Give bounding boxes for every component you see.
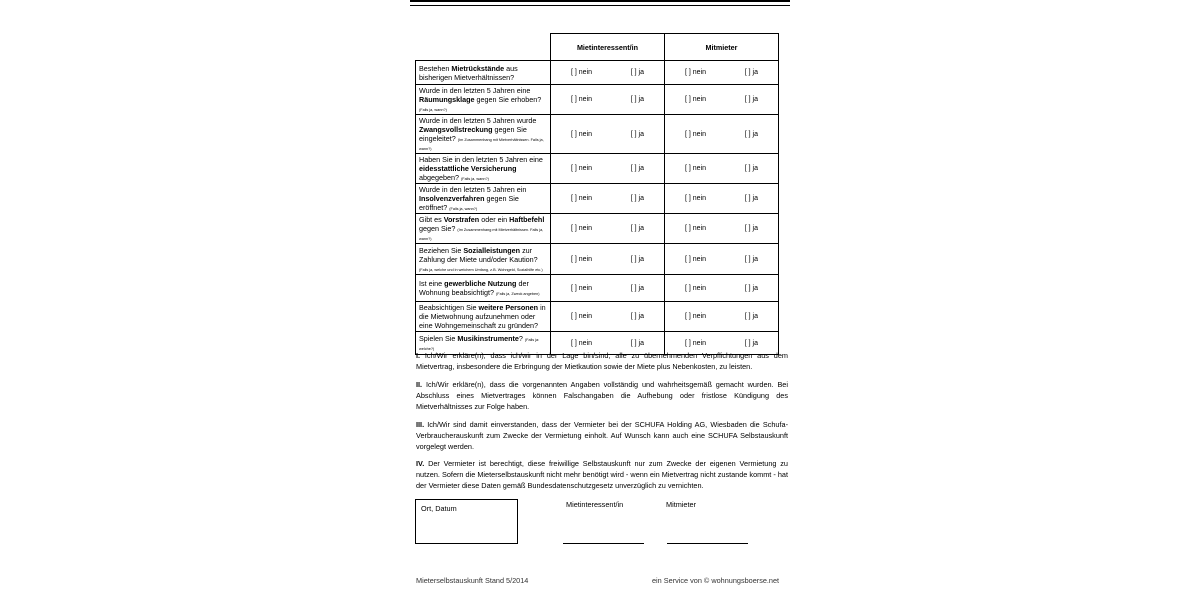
- declaration-text: Ich/Wir erkläre(n), dass die vorgenannten Angaben vollständig und wahrheitsgemäß gemacht wurden. Bei Abschluss eines Mietvertrages können Falschangaben die Aufhebung oder fristlose Kündigung des Mietverhältnisses zur Folge haben.: [416, 380, 788, 411]
- declaration-number: III.: [416, 420, 425, 429]
- checkbox-no[interactable]: [ ] nein: [571, 165, 593, 172]
- answer-cell-co-tenant: [665, 244, 779, 275]
- answer-options: [665, 284, 778, 293]
- question-text-b1: Insolvenzverfahren: [419, 194, 485, 203]
- question-text-mid: ?: [518, 334, 523, 343]
- declaration-text: Ich/Wir erkläre(n), dass ich/wir in der Lage bin/sind, alle zu übernehmenden Verpflichtungen aus dem Mietvertrag, insbesondere die Erbringung der Mietkaution sowie der Miete plus Nebenkosten, zu leisten.: [416, 351, 788, 371]
- answer-options: [551, 284, 664, 293]
- checkbox-yes[interactable]: [ ] ja: [744, 130, 758, 138]
- question-text-mid: oder ein: [479, 215, 510, 224]
- answer-options: [665, 339, 778, 348]
- answer-options: [665, 68, 778, 77]
- answer-cell-tenant: [551, 275, 665, 302]
- question-text-b1: gewerbliche Nutzung: [444, 279, 517, 288]
- question-cell: [416, 302, 551, 332]
- answer-cell-tenant: [551, 184, 665, 214]
- table-row: [416, 302, 779, 332]
- answer-cell-tenant: [551, 115, 665, 154]
- question-text-b1: Vorstrafen: [443, 215, 480, 224]
- checkbox-yes[interactable]: [ ] ja: [630, 313, 644, 320]
- checkbox-yes[interactable]: [ ] ja: [630, 195, 644, 202]
- declaration-paragraph: [416, 458, 788, 491]
- answer-options: [551, 224, 664, 233]
- checkbox-no[interactable]: [ ] nein: [685, 130, 707, 138]
- question-text-b2: Haftbefehl: [509, 215, 545, 224]
- answer-options: [551, 194, 664, 203]
- declaration-paragraph: [416, 350, 788, 372]
- declaration-number: II.: [416, 380, 423, 389]
- declaration-paragraph: [416, 379, 788, 412]
- checkbox-no[interactable]: [ ] nein: [571, 69, 593, 76]
- checkbox-no[interactable]: [ ] nein: [685, 69, 707, 76]
- date-signature-box[interactable]: [415, 499, 518, 544]
- checkbox-yes[interactable]: [ ] ja: [630, 225, 644, 232]
- table-row: [416, 184, 779, 214]
- answer-cell-tenant: [551, 154, 665, 184]
- checkbox-no[interactable]: [ ] nein: [571, 225, 593, 232]
- question-text-b1: Zwangsvollstreckung: [419, 125, 493, 134]
- declaration-paragraph: [416, 419, 788, 452]
- answer-options: [551, 312, 664, 321]
- checkbox-no[interactable]: [ ] nein: [685, 339, 707, 347]
- checkbox-no[interactable]: [ ] nein: [685, 165, 707, 172]
- answer-options: [551, 255, 664, 264]
- checkbox-no[interactable]: [ ] nein: [685, 313, 707, 320]
- answer-cell-co-tenant: [665, 275, 779, 302]
- checkbox-no[interactable]: [ ] nein: [685, 195, 707, 202]
- question-text-mid: gegen Sie eingeleitet?: [419, 125, 527, 143]
- co-tenant-signature-line[interactable]: [667, 543, 748, 544]
- question-text-pre: Beabsichtigen Sie: [419, 303, 479, 312]
- checkbox-no[interactable]: [ ] nein: [685, 255, 707, 263]
- table-header-row: [416, 34, 779, 61]
- question-cell: [416, 244, 551, 275]
- question-text-pre: Gibt es: [419, 215, 444, 224]
- question-hint: (Im Zusammenhang mit Mietverhältnissen. Falls ja, wann?): [419, 228, 544, 241]
- checkbox-no[interactable]: [ ] nein: [685, 284, 707, 292]
- question-text-pre: Wurde in den letzten 5 Jahren wurde: [419, 116, 537, 125]
- answer-options: [665, 194, 778, 203]
- answer-options: [665, 95, 778, 104]
- question-hint: (Im Zusammenhang mit Mietverhältnissen. Falls ja, wann?): [419, 138, 544, 151]
- question-cell: [416, 115, 551, 154]
- checkbox-no[interactable]: [ ] nein: [571, 255, 593, 263]
- question-text-pre: Beziehen Sie: [419, 245, 464, 255]
- question-hint: (Falls ja: welche?): [419, 338, 540, 351]
- question-cell: [416, 85, 551, 115]
- checkbox-yes[interactable]: [ ] ja: [744, 284, 758, 292]
- table-row: [416, 214, 779, 244]
- footer-left: Mieterselbstauskunft Stand 5/2014: [416, 576, 529, 585]
- table-row: [416, 85, 779, 115]
- checkbox-yes[interactable]: [ ] ja: [630, 130, 644, 138]
- question-text-b1: Sozialleistungen: [463, 245, 521, 255]
- question-text-mid: der Wohnung beabsichtigt?: [419, 279, 529, 297]
- checkbox-no[interactable]: [ ] nein: [571, 339, 593, 347]
- question-text-b1: Mietrückstände: [451, 63, 505, 73]
- question-text-mid: in die Mietwohnung aufzunehmen oder eine Wohngemeinschaft zu gründen?: [419, 303, 546, 330]
- question-text-b1: eidesstattliche Versicherung: [419, 164, 517, 173]
- question-cell: [416, 184, 551, 214]
- answer-options: [665, 224, 778, 233]
- table-row: [416, 275, 779, 302]
- checkbox-yes[interactable]: [ ] ja: [630, 165, 644, 172]
- question-cell: [416, 154, 551, 184]
- checkbox-yes[interactable]: [ ] ja: [744, 313, 758, 320]
- checkbox-yes[interactable]: [ ] ja: [630, 339, 644, 347]
- answer-cell-tenant: [551, 85, 665, 115]
- checkbox-no[interactable]: [ ] nein: [685, 225, 707, 232]
- question-cell: [416, 214, 551, 244]
- table-row: [416, 61, 779, 85]
- answer-cell-co-tenant: [665, 115, 779, 154]
- question-text-post: gegen Sie?: [419, 224, 456, 233]
- question-hint: (Falls ja, Zweck angeben): [496, 292, 540, 296]
- checkbox-no[interactable]: [ ] nein: [685, 96, 707, 103]
- checkbox-yes[interactable]: [ ] ja: [744, 255, 758, 263]
- questionnaire-table: [415, 33, 779, 355]
- declaration-number: I.: [416, 351, 421, 360]
- answer-cell-co-tenant: [665, 85, 779, 115]
- answer-cell-tenant: [551, 244, 665, 275]
- checkbox-yes[interactable]: [ ] ja: [630, 255, 644, 263]
- checkbox-yes[interactable]: [ ] ja: [744, 225, 758, 232]
- question-hint: (Falls ja, wann?): [449, 207, 478, 211]
- answer-cell-co-tenant: [665, 214, 779, 244]
- answer-cell-tenant: [551, 214, 665, 244]
- checkbox-no[interactable]: [ ] nein: [571, 195, 593, 202]
- answer-options: [665, 312, 778, 321]
- date-label: Ort, Datum: [421, 504, 457, 513]
- answer-cell-co-tenant: [665, 61, 779, 85]
- question-text-mid: abgegeben?: [419, 173, 459, 182]
- declaration-number: IV.: [416, 459, 425, 468]
- checkbox-no[interactable]: [ ] nein: [571, 284, 593, 292]
- checkbox-yes[interactable]: [ ] ja: [744, 165, 758, 172]
- question-text-mid: gegen Sie erhoben?: [474, 95, 542, 104]
- question-hint: (Falls ja, welche und in welchem Umfang, z.B. Wohngeld, Sozialhilfe etc.): [419, 267, 543, 272]
- question-hint: (Falls ja, wann?): [460, 177, 489, 181]
- question-hint: (Falls ja, wann?): [419, 108, 447, 112]
- answer-options: [665, 255, 778, 264]
- checkbox-no[interactable]: [ ] nein: [571, 96, 593, 103]
- question-text-mid: zur Zahlung der Miete und/oder Kaution?: [419, 245, 538, 264]
- answer-options: [551, 164, 664, 173]
- column-header-co-tenant: Mitmieter: [665, 34, 779, 61]
- co-tenant-signature-label: Mitmieter: [666, 500, 696, 509]
- checkbox-yes[interactable]: [ ] ja: [744, 195, 758, 202]
- tenant-signature-line[interactable]: [563, 543, 644, 544]
- question-text-mid: gegen Sie eröffnet?: [419, 194, 519, 212]
- table-row: [416, 244, 779, 275]
- checkbox-yes[interactable]: [ ] ja: [630, 284, 644, 292]
- question-text-b1: Musikinstrumente: [457, 334, 519, 343]
- answer-cell-co-tenant: [665, 154, 779, 184]
- table-header-blank: [416, 34, 551, 61]
- question-cell: [416, 61, 551, 85]
- answer-options: [665, 130, 778, 139]
- footer-right: ein Service von © wohnungsboerse.net: [652, 576, 780, 585]
- question-text-pre: Spielen Sie: [419, 334, 458, 343]
- question-cell: [416, 275, 551, 302]
- answer-options: [551, 68, 664, 77]
- question-text-b1: Räumungsklage: [419, 95, 475, 104]
- question-text-b1: weitere Personen: [478, 303, 539, 312]
- answer-options: [665, 164, 778, 173]
- question-text-pre: Wurde in den letzten 5 Jahren eine: [419, 86, 531, 95]
- checkbox-yes[interactable]: [ ] ja: [744, 339, 758, 347]
- column-header-tenant: Mietinteressent/in: [551, 34, 665, 61]
- question-text-pre: Bestehen: [419, 63, 452, 73]
- answer-options: [551, 339, 664, 348]
- checkbox-no[interactable]: [ ] nein: [571, 130, 593, 138]
- table-row: [416, 115, 779, 154]
- answer-cell-tenant: [551, 61, 665, 85]
- declaration-text: Der Vermieter ist berechtigt, diese freiwillige Selbstauskunft nur zum Zwecke der eigenen Vermietung zu nutzen. Sofern die Mieterselbstauskunft nicht mehr benötigt wird - wenn ein Mietvertrag nicht zustande kommt - hat der Vermieter diese Daten gemäß Bundesdatenschutzgesetz unverzüglich zu vernichten.: [416, 459, 788, 490]
- checkbox-yes[interactable]: [ ] ja: [630, 69, 644, 76]
- header-rule-thin: [410, 5, 790, 6]
- answer-cell-co-tenant: [665, 302, 779, 332]
- question-text-pre: Wurde in den letzten 5 Jahren ein: [419, 185, 527, 194]
- header-rule-thick: [410, 0, 790, 2]
- checkbox-yes[interactable]: [ ] ja: [630, 96, 644, 103]
- table-row: [416, 154, 779, 184]
- question-text-pre: Haben Sie in den letzten 5 Jahren eine: [419, 155, 543, 164]
- answer-options: [551, 130, 664, 139]
- checkbox-yes[interactable]: [ ] ja: [744, 69, 758, 76]
- checkbox-no[interactable]: [ ] nein: [571, 313, 593, 320]
- answer-cell-co-tenant: [665, 184, 779, 214]
- answer-cell-tenant: [551, 302, 665, 332]
- question-text-mid: aus bisherigen Mietverhältnissen?: [419, 63, 518, 82]
- question-text-pre: Ist eine: [419, 279, 445, 288]
- answer-options: [551, 95, 664, 104]
- declaration-text: Ich/Wir sind damit einverstanden, dass der Vermieter bei der SCHUFA Holding AG, Wiesbaden die Schufa-Verbraucherauskunft zum Zwecke der Vermietung einholt. Auf Wunsch kann auch eine SCHUFA Selbstauskunft vorgelegt werden.: [416, 420, 788, 451]
- tenant-signature-label: Mietinteressent/in: [566, 500, 624, 509]
- checkbox-yes[interactable]: [ ] ja: [744, 96, 758, 103]
